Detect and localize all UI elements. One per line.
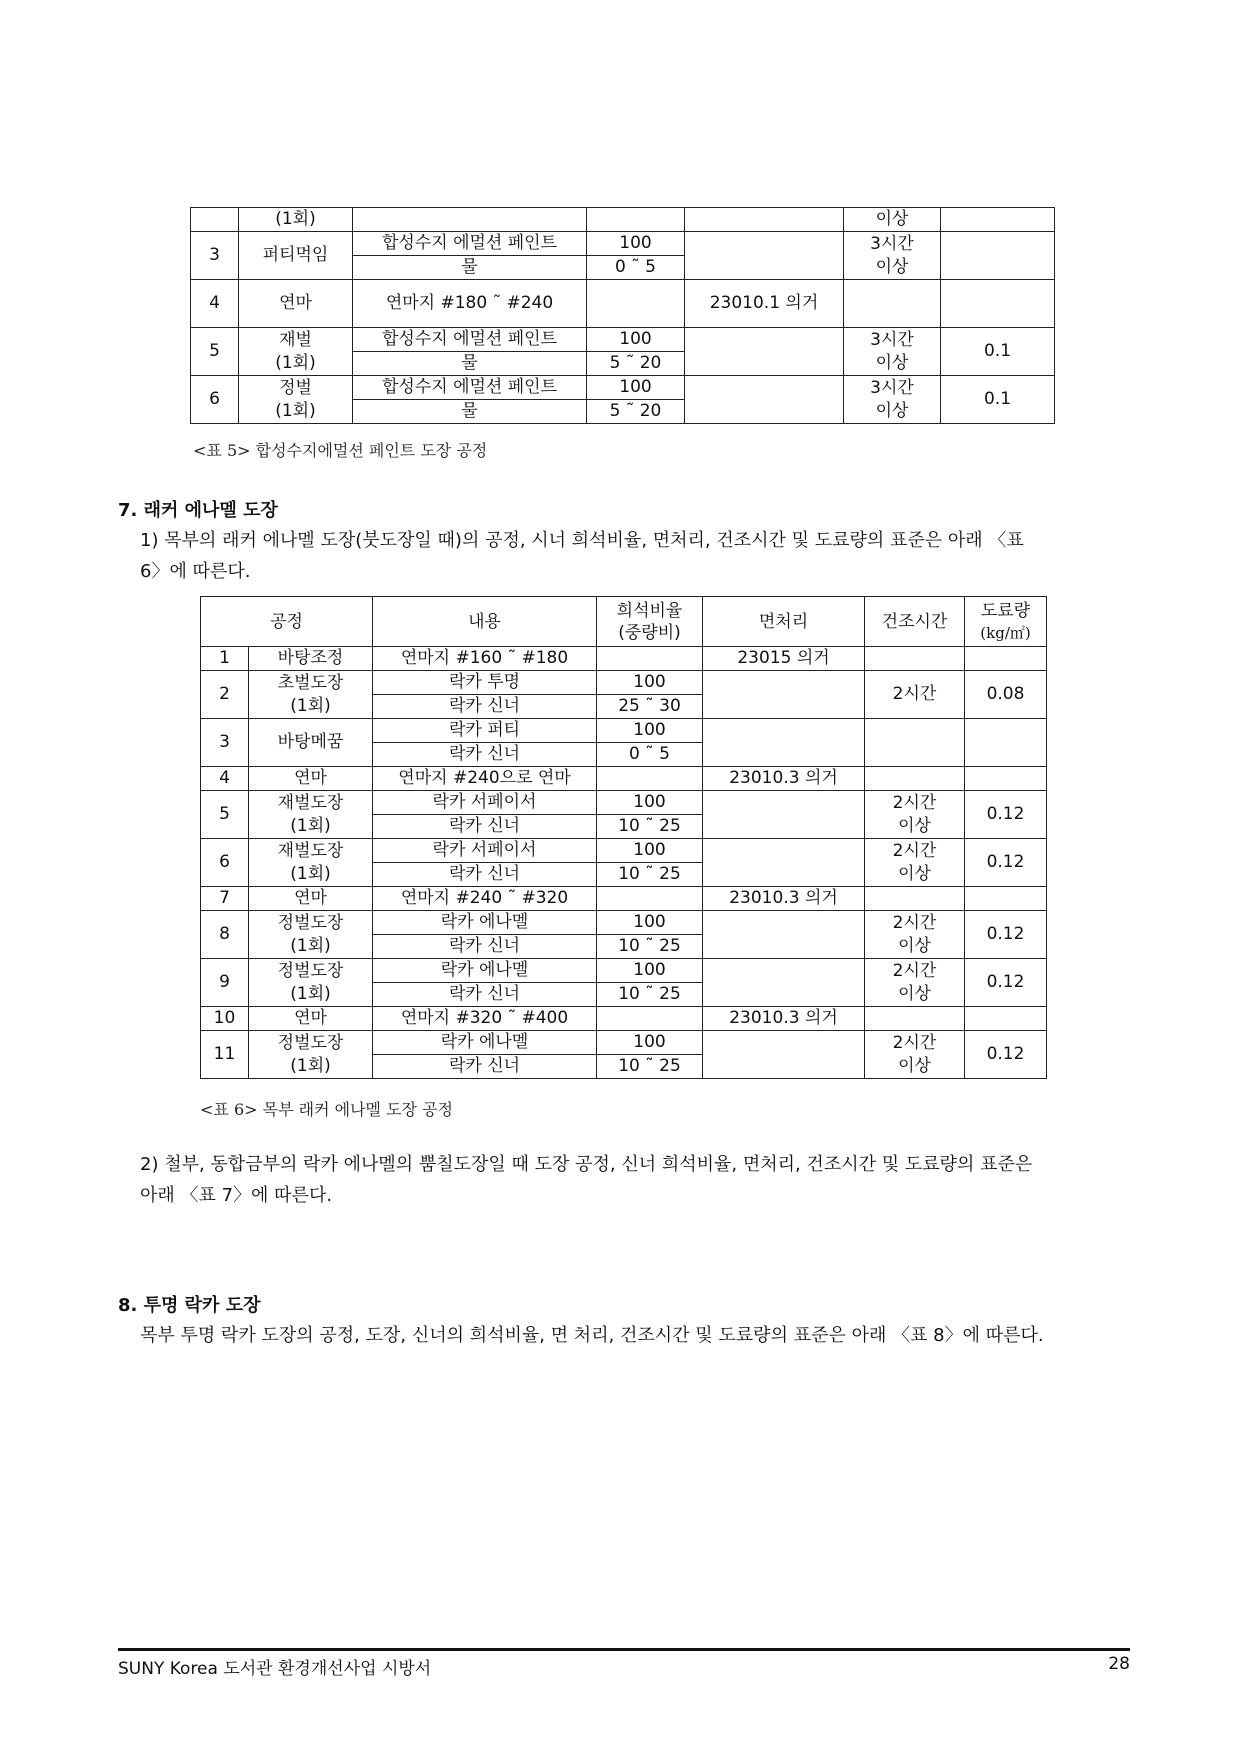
table-5 xyxy=(190,207,1055,424)
table-row xyxy=(201,887,1047,911)
table-cell xyxy=(844,280,941,328)
table-cell: 합성수지 에멀션 페인트 xyxy=(353,232,587,256)
table-cell xyxy=(865,647,965,671)
table-cell: 100 xyxy=(597,959,703,983)
table-cell: 연마 xyxy=(249,887,373,911)
section-7-paragraph-1 xyxy=(140,525,1130,587)
header-ratio-line1: 희석비율 xyxy=(616,600,683,621)
table-cell xyxy=(965,719,1047,767)
header-drying: 건조시간 xyxy=(865,597,965,647)
header-surface: 면처리 xyxy=(703,597,865,647)
header-content: 내용 xyxy=(373,597,597,647)
footer-rule xyxy=(118,1648,1130,1651)
table-row xyxy=(191,232,1055,256)
table-cell: 재벌 (1회) xyxy=(239,328,353,376)
table-row xyxy=(201,959,1047,983)
table-cell: 100 xyxy=(597,1031,703,1055)
table-cell: 5 xyxy=(191,328,239,376)
table-cell: 합성수지 에멀션 페인트 xyxy=(353,328,587,352)
table-cell xyxy=(597,647,703,671)
header-amount-line1: 도료량 xyxy=(980,600,1031,621)
table-cell xyxy=(865,1007,965,1031)
table-cell: 연마 xyxy=(249,1007,373,1031)
table-cell: 0.12 xyxy=(965,839,1047,887)
table-cell: 바탕조정 xyxy=(249,647,373,671)
table-cell xyxy=(191,208,239,232)
table-cell: 10 ˜ 25 xyxy=(597,1055,703,1079)
table-cell xyxy=(587,208,685,232)
table-row xyxy=(201,719,1047,743)
table-cell xyxy=(941,232,1055,280)
table-cell: 락카 퍼티 xyxy=(373,719,597,743)
table-cell: 4 xyxy=(191,280,239,328)
table-row xyxy=(201,767,1047,791)
table-cell: 락카 에나멜 xyxy=(373,911,597,935)
table-cell: 11 xyxy=(201,1031,249,1079)
paragraph-line: 6〉에 따른다. xyxy=(140,561,251,582)
table-cell xyxy=(587,280,685,328)
table-cell: 2시간 이상 xyxy=(865,1031,965,1079)
table-row xyxy=(191,208,1055,232)
table-cell: 10 ˜ 25 xyxy=(597,983,703,1007)
table-cell: 락카 신너 xyxy=(373,863,597,887)
table-cell: 8 xyxy=(201,911,249,959)
header-amount-unit: (kg/㎡) xyxy=(980,623,1031,642)
table-cell xyxy=(965,1007,1047,1031)
table-header-row xyxy=(201,597,1047,647)
table-cell: 3시간 이상 xyxy=(844,328,941,376)
table-6-body xyxy=(201,647,1047,1079)
table-cell: 락카 신너 xyxy=(373,695,597,719)
section-7-heading: 7. 래커 에나멜 도장 xyxy=(118,500,278,521)
table-cell xyxy=(703,671,865,719)
table-cell: 100 xyxy=(597,719,703,743)
table-cell: 물 xyxy=(353,400,587,424)
table-cell: 23010.3 의거 xyxy=(703,1007,865,1031)
table-cell: 락카 서페이서 xyxy=(373,839,597,863)
table-cell xyxy=(941,280,1055,328)
page-number: 28 xyxy=(1108,1654,1130,1674)
paragraph-line: 1) 목부의 래커 에나멜 도장(붓도장일 때)의 공정, 시너 희석비율, 면처리, 건조시간 및 도료량의 표준은 아래 〈표 xyxy=(140,530,1024,551)
table-row xyxy=(191,328,1055,352)
table-cell: 바탕메꿈 xyxy=(249,719,373,767)
table-cell xyxy=(685,232,844,280)
table-cell: 100 xyxy=(597,911,703,935)
table-row xyxy=(201,1007,1047,1031)
table-cell xyxy=(865,887,965,911)
table-cell: 2시간 이상 xyxy=(865,959,965,1007)
table-cell: 2시간 xyxy=(865,671,965,719)
table-cell xyxy=(685,208,844,232)
table-6 xyxy=(200,596,1047,1079)
table-cell: 물 xyxy=(353,256,587,280)
table-cell: 재벌도장 (1회) xyxy=(249,839,373,887)
table-5-caption: <표 5> 합성수지에멀션 페인트 도장 공정 xyxy=(193,441,488,460)
table-row xyxy=(201,647,1047,671)
table-cell: 100 xyxy=(587,328,685,352)
table-row xyxy=(201,911,1047,935)
table-cell: 6 xyxy=(191,376,239,424)
table-cell xyxy=(703,1031,865,1079)
table-cell: 100 xyxy=(597,839,703,863)
table-cell: 이상 xyxy=(844,208,941,232)
table-cell: 3 xyxy=(191,232,239,280)
table-cell xyxy=(703,959,865,1007)
table-cell: 락카 신너 xyxy=(373,815,597,839)
table-cell: 0.1 xyxy=(941,376,1055,424)
table-cell: 23010.3 의거 xyxy=(703,887,865,911)
table-cell: 9 xyxy=(201,959,249,1007)
table-cell: 23010.1 의거 xyxy=(685,280,844,328)
table-cell xyxy=(685,376,844,424)
table-cell: 정벌도장 (1회) xyxy=(249,1031,373,1079)
table-cell xyxy=(703,791,865,839)
table-cell: 3 xyxy=(201,719,249,767)
table-cell xyxy=(703,911,865,959)
table-cell xyxy=(685,328,844,376)
table-row xyxy=(201,1031,1047,1055)
table-cell: 0.08 xyxy=(965,671,1047,719)
table-cell xyxy=(965,767,1047,791)
table-cell: 락카 에나멜 xyxy=(373,1031,597,1055)
table-cell: 락카 신너 xyxy=(373,983,597,1007)
table-cell xyxy=(865,719,965,767)
section-7-paragraph-2 xyxy=(140,1149,1130,1211)
table-cell xyxy=(703,719,865,767)
table-cell: 연마 xyxy=(239,280,353,328)
table-cell: 3시간 이상 xyxy=(844,376,941,424)
header-ratio xyxy=(597,597,703,647)
table-row xyxy=(191,280,1055,328)
table-cell: 3시간 이상 xyxy=(844,232,941,280)
table-cell xyxy=(353,208,587,232)
table-cell xyxy=(941,208,1055,232)
table-cell: 2시간 이상 xyxy=(865,791,965,839)
table-cell: 5 ˜ 20 xyxy=(587,400,685,424)
table-cell: 2시간 이상 xyxy=(865,839,965,887)
table-cell: 재벌도장 (1회) xyxy=(249,791,373,839)
table-cell: 5 ˜ 20 xyxy=(587,352,685,376)
table-cell xyxy=(703,839,865,887)
table-cell: 5 xyxy=(201,791,249,839)
table-cell: 100 xyxy=(587,376,685,400)
table-cell: 합성수지 에멀션 페인트 xyxy=(353,376,587,400)
table-cell: 6 xyxy=(201,839,249,887)
table-cell xyxy=(597,1007,703,1031)
header-amount xyxy=(965,597,1047,647)
table-cell: 4 xyxy=(201,767,249,791)
section-8-heading: 8. 투명 락카 도장 xyxy=(118,1295,261,1316)
table-row xyxy=(191,376,1055,400)
table-cell: 초벌도장 (1회) xyxy=(249,671,373,719)
table-cell xyxy=(965,647,1047,671)
table-cell xyxy=(865,767,965,791)
section-8-paragraph: 목부 투명 락카 도장의 공정, 도장, 신너의 희석비율, 면 처리, 건조시간 및 도료량의 표준은 아래 〈표 8〉에 따른다. xyxy=(140,1325,1044,1346)
table-cell: (1회) xyxy=(239,208,353,232)
table-row xyxy=(201,791,1047,815)
table-cell: 1 xyxy=(201,647,249,671)
table-cell: 퍼티먹임 xyxy=(239,232,353,280)
table-cell: 0 ˜ 5 xyxy=(597,743,703,767)
table-cell: 연마지 #160 ˜ #180 xyxy=(373,647,597,671)
table-cell: 100 xyxy=(597,791,703,815)
table-cell: 0.12 xyxy=(965,1031,1047,1079)
table-cell xyxy=(597,887,703,911)
table-cell: 7 xyxy=(201,887,249,911)
table-cell: 락카 서페이서 xyxy=(373,791,597,815)
table-cell: 10 ˜ 25 xyxy=(597,863,703,887)
table-cell: 10 ˜ 25 xyxy=(597,815,703,839)
table-cell: 23015 의거 xyxy=(703,647,865,671)
paragraph-line: 2) 철부, 동합금부의 락카 에나멜의 뿜칠도장일 때 도장 공정, 신너 희석비율, 면처리, 건조시간 및 도료량의 표준은 xyxy=(140,1154,1033,1175)
table-cell: 정벌도장 (1회) xyxy=(249,911,373,959)
table-cell: 23010.3 의거 xyxy=(703,767,865,791)
table-6-caption: <표 6> 목부 래커 에나멜 도장 공정 xyxy=(200,1100,453,1119)
table-cell: 락카 신너 xyxy=(373,1055,597,1079)
table-cell: 100 xyxy=(597,671,703,695)
paragraph-line: 아래 〈표 7〉에 따른다. xyxy=(140,1185,333,1206)
table-cell: 25 ˜ 30 xyxy=(597,695,703,719)
table-cell: 정벌 (1회) xyxy=(239,376,353,424)
table-cell: 연마 xyxy=(249,767,373,791)
table-cell: 연마지 #240으로 연마 xyxy=(373,767,597,791)
footer-title: SUNY Korea 도서관 환경개선사업 시방서 xyxy=(118,1659,432,1679)
table-cell: 연마지 #320 ˜ #400 xyxy=(373,1007,597,1031)
header-process: 공정 xyxy=(201,597,373,647)
table-cell: 락카 신너 xyxy=(373,743,597,767)
table-row xyxy=(201,839,1047,863)
table-cell: 0.12 xyxy=(965,911,1047,959)
table-cell: 락카 에나멜 xyxy=(373,959,597,983)
table-row xyxy=(201,671,1047,695)
table-cell: 물 xyxy=(353,352,587,376)
table-cell: 정벌도장 (1회) xyxy=(249,959,373,1007)
table-cell: 100 xyxy=(587,232,685,256)
table-cell: 10 xyxy=(201,1007,249,1031)
table-cell xyxy=(965,887,1047,911)
table-cell: 0.1 xyxy=(941,328,1055,376)
table-cell: 락카 신너 xyxy=(373,935,597,959)
table-cell xyxy=(597,767,703,791)
table-cell: 0.12 xyxy=(965,791,1047,839)
table-cell: 락카 투명 xyxy=(373,671,597,695)
table-cell: 2 xyxy=(201,671,249,719)
header-ratio-line2: (중량비) xyxy=(618,622,681,643)
table-cell: 연마지 #180 ˜ #240 xyxy=(353,280,587,328)
table-cell: 0.12 xyxy=(965,959,1047,1007)
table-cell: 2시간 이상 xyxy=(865,911,965,959)
table-cell: 0 ˜ 5 xyxy=(587,256,685,280)
table-cell: 10 ˜ 25 xyxy=(597,935,703,959)
table-cell: 연마지 #240 ˜ #320 xyxy=(373,887,597,911)
